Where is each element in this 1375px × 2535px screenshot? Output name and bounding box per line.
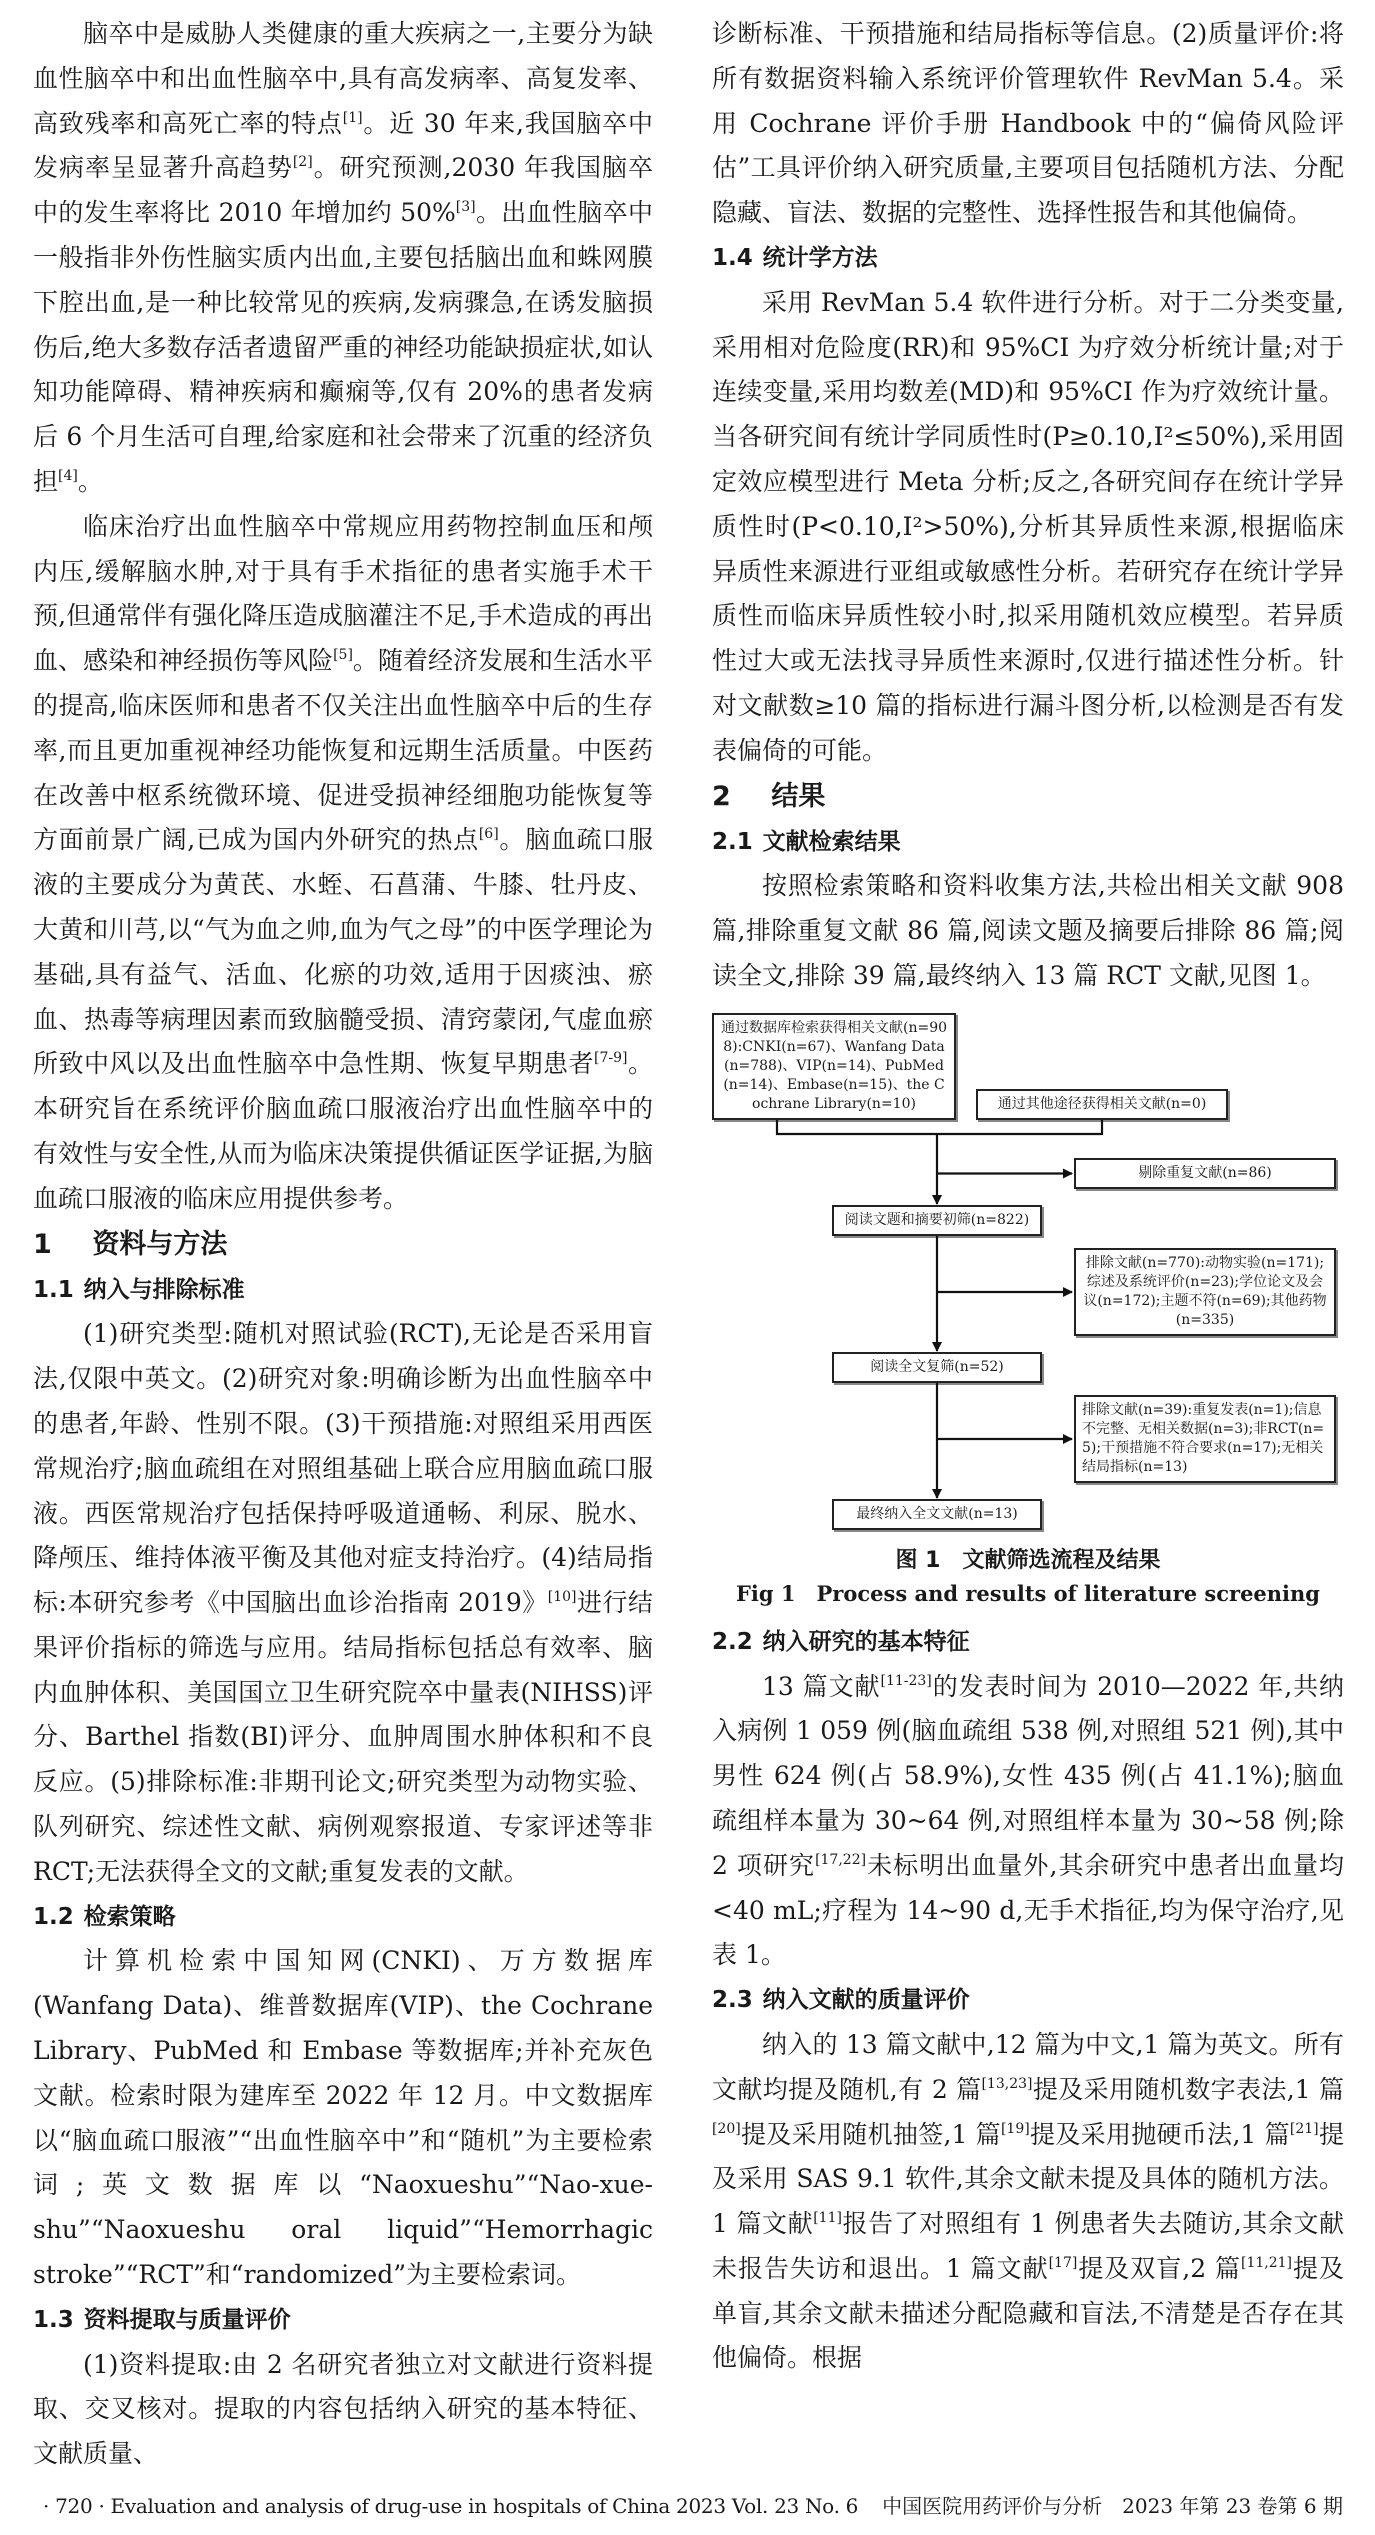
citation-ref: [7-9] (594, 1050, 628, 1067)
figure-caption-cn: 图 1 文献筛选流程及结果 (895, 1547, 1161, 1573)
subsection-title: 纳入与排除标准 (83, 1276, 245, 1303)
citation-ref: [10] (547, 1589, 577, 1606)
footer-journal-en: · 720 · Evaluation and analysis of drug-use in hospitals of China 2023 Vol. 23 No. 6 (43, 2494, 859, 2519)
quality-evaluation-paragraph: 诊断标准、干预措施和结局指标等信息。(2)质量评价:将所有数据资料输入系统评价管理软件 RevMan 5.4。采用 Cochrane 评价手册 Handbook 中的“偏倚风险评估”工具评价纳入研究质量,主要项目包括随机方法、分配隐藏、盲法、数据的完整性、选择性报告和其他偏倚。 (712, 19, 1344, 228)
page-footer (43, 2491, 1343, 2535)
subsection-heading-1-1 (33, 1268, 653, 1313)
subsection-heading-1-2 (33, 1895, 653, 1940)
flow-row-exclusions-first (712, 1248, 1344, 1336)
subsection-title: 资料提取与质量评价 (83, 2306, 291, 2333)
statistics-paragraph: 采用 RevMan 5.4 软件进行分析。对于二分类变量,采用相对危险度(RR)和 95%CI 为疗效分析统计量;对于连续变量,采用均数差(MD)和 95%CI 作为疗效统计量。当各研究间有统计学同质性时(P≥0.10,I²≤50%),采用固定效应模型进行 Meta 分析;反之,各研究间存在统计学异质性时(P<0.10,I²>50%),分析其异质性来源,根据临床异质性来源进行亚组或敏感性分析。若研究存在统计学异质性而临床异质性较小时,拟采用随机效应模型。若异质性过大或无法找寻异质性来源时,仅进行描述性分析。针对文献数≥10 篇的指标进行漏斗图分析,以检测是否有发表偏倚的可能。 (712, 287, 1344, 765)
citation-ref: [17,22] (815, 1851, 867, 1868)
subsection-title: 纳入研究的基本特征 (762, 1628, 970, 1655)
citation-ref: [11-23] (880, 1672, 932, 1689)
subsection-number: 2.2 (712, 1628, 753, 1655)
box-title-abstract-screening: 阅读文题和摘要初筛(n=822) (832, 1205, 1042, 1236)
section-heading-1 (33, 1222, 653, 1268)
subsection-heading-2-2 (712, 1620, 1344, 1665)
box-final-included: 最终纳入全文文献(n=13) (832, 1499, 1042, 1530)
intro-paragraph-2: 临床治疗出血性脑卒中常规应用药物控制血压和颅内压,缓解脑水肿,对于具有手术指征的患者实施手术干预,但通常伴有强化降压造成脑灌注不足,手术造成的再出血、感染和神经损伤等风险[5]。随着经济发展和生活水平的提高,临床医师和患者不仅关注出血性脑卒中后的生存率,而且更加重视神经功能恢复和远期生活质量。中医药在改善中枢系统微环境、促进受损神经细胞功能恢复等方面前景广阔,已成为国内外研究的热点[6]。脑血疏口服液的主要成分为黄芪、水蛭、石菖蒲、牛膝、牡丹皮、大黄和川芎,以“气为血之帅,血为气之母”的中医学理论为基础,具有益气、活血、化瘀的功效,适用于因痰浊、瘀血、热毒等病理因素而致脑髓受损、清窍蒙闭,气虚血瘀所致中风以及出血性脑卒中急性期、恢复早期患者[7-9]。本研究旨在系统评价脑血疏口服液治疗出血性脑卒中的有效性与安全性,从而为临床决策提供循证医学证据,为脑血疏口服液的临床应用提供参考。 (33, 511, 653, 1213)
criteria-paragraph: (1)研究类型:随机对照试验(RCT),无论是否采用盲法,仅限中英文。(2)研究对象:明确诊断为出血性脑卒中的患者,年龄、性别不限。(3)干预措施:对照组采用西医常规治疗;脑血疏组在对照组基础上联合应用脑血疏口服液。西医常规治疗包括保持呼吸道通畅、利尿、脱水、降颅压、维持体液平衡及其他对症支持治疗。(4)结局指标:本研究参考《中国脑出血诊治指南 2019》[10]进行结果评价指标的筛选与应用。结局指标包括总有效率、脑内血肿体积、美国国立卫生研究院卒中量表(NIHSS)评分、Barthel 指数(BI)评分、血肿周围水肿体积和不良反应。(5)排除标准:非期刊论文;研究类型为动物实验、队列研究、综述性文献、病例观察报道、专家评述等非 RCT;无法获得全文的文献;重复发表的文献。 (33, 1319, 653, 1886)
flow-row-final (712, 1499, 1344, 1530)
subsection-number: 2.1 (712, 828, 753, 855)
citation-ref: [11] (813, 2210, 842, 2227)
search-results-paragraph: 按照检索策略和资料收集方法,共检出相关文献 908 篇,排除重复文献 86 篇,阅读文题及摘要后排除 86 篇;阅读全文,排除 39 篇,最终纳入 13 篇 RCT 文献,见图 1。 (712, 871, 1344, 990)
section-number: 2 (712, 780, 731, 812)
citation-ref: [3] (455, 199, 476, 216)
subsection-number: 1.2 (33, 1903, 74, 1930)
box-exclusions-second: 排除文献(n=39):重复发表(n=1);信息不完整、无相关数据(n=3);非RCT(n=5);干预措施不符合要求(n=17);无相关结局指标(n=13) (1074, 1395, 1336, 1483)
search-strategy-paragraph: 计算机检索中国知网(CNKI)、万方数据库(Wanfang Data)、维普数据库(VIP)、the Cochrane Library、PubMed 和 Embase 等数据库;并补充灰色文献。检索时限为建库至 2022 年 12 月。中文数据库以“脑血疏口服液”“出血性脑卒中”和“随机”为主要检索词;英文数据库以“Naoxueshu”“Nao-xue-shu”“Naoxueshu oral liquid”“Hemorrhagic stroke”“RCT”和“randomized”为主要检索词。 (33, 1946, 653, 2290)
flow-row-fulltext (712, 1352, 1344, 1383)
citation-ref: [2] (292, 154, 313, 171)
citation-ref: [21] (1289, 2120, 1319, 2137)
section-number: 1 (33, 1228, 52, 1260)
citation-ref: [17] (1048, 2254, 1078, 2271)
subsection-number: 1.1 (33, 1276, 74, 1303)
figure-caption-en: Fig 1 Process and results of literature screening (736, 1580, 1320, 1606)
box-fulltext-screening: 阅读全文复筛(n=52) (832, 1352, 1042, 1383)
citation-ref: [4] (58, 467, 78, 484)
section-title: 结果 (771, 780, 826, 812)
subsection-heading-1-4 (712, 236, 1344, 281)
quality-assessment-paragraph: 纳入的 13 篇文献中,12 篇为中文,1 篇为英文。所有文献均提及随机,有 2 篇[13,23]提及采用随机数字表法,1 篇[20]提及采用随机抽签,1 篇[19]提及采用抛硬币法,1 篇[21]提及采用 SAS 9.1 软件,其余文献未提及具体的随机方法。1 篇文献[11]报告了对照组有 1 例患者失去随访,其余文献未报告失访和退出。1 篇文献[17]提及双盲,2 篇[11,21]提及单盲,其余文献未描述分配隐藏和盲法,不清楚是否存在其他偏倚。根据 (712, 2029, 1344, 2373)
citation-ref: [20] (712, 2120, 741, 2137)
box-other-sources: 通过其他途径获得相关文献(n=0) (976, 1089, 1228, 1120)
citation-ref: [5] (333, 647, 353, 664)
citation-ref: [1] (342, 109, 363, 126)
subsection-heading-2-1 (712, 820, 1344, 865)
box-database-search: 通过数据库检索获得相关文献(n=908):CNKI(n=67)、Wanfang Data (n=788)、VIP(n=14)、PubMed (n=14)、Embase(n=15)、the Cochrane Library(n=10) (712, 1013, 956, 1120)
left-column (33, 12, 653, 2477)
right-column (712, 12, 1344, 2381)
subsection-number: 1.4 (712, 244, 753, 271)
citation-ref: [6] (478, 826, 499, 843)
subsection-number: 2.3 (712, 1987, 753, 2014)
subsection-title: 纳入文献的质量评价 (762, 1987, 970, 2014)
subsection-number: 1.3 (33, 2306, 74, 2333)
subsection-heading-1-3 (33, 2298, 653, 2343)
data-extraction-paragraph: (1)资料提取:由 2 名研究者独立对文献进行资料提取、交叉核对。提取的内容包括纳入研究的基本特征、文献质量、 (33, 2349, 653, 2469)
flow-row-exclusions-second (712, 1395, 1344, 1483)
section-title: 资料与方法 (92, 1228, 228, 1260)
box-remove-duplicates: 剔除重复文献(n=86) (1074, 1158, 1336, 1189)
footer-journal-cn: 中国医院用药评价与分析 2023 年第 23 卷第 6 期 (882, 2494, 1343, 2519)
flow-row-duplicates (712, 1158, 1344, 1189)
flow-row-title-screening (712, 1205, 1344, 1236)
citation-ref: [11,21] (1241, 2254, 1293, 2271)
section-heading-2 (712, 774, 1344, 820)
subsection-title: 检索策略 (83, 1903, 176, 1930)
citation-ref: [13,23] (981, 2075, 1033, 2092)
study-characteristics-paragraph: 13 篇文献[11-23]的发表时间为 2010—2022 年,共纳入病例 1 059 例(脑血疏组 538 例,对照组 521 例),其中男性 624 例(占 58.9%),女性 435 例(占 41.1%);脑血疏组样本量为 30~64 例,对照组样本量为 30~58 例;除 2 项研究[17,22]未标明出血量外,其余研究中患者出血量均<40 mL;疗程为 14~90 d,无手术指征,均为保守治疗,见表 1。 (712, 1671, 1345, 1970)
flow-row-sources (712, 1013, 1344, 1120)
subsection-heading-2-3 (712, 1978, 1344, 2023)
figure-1-flowchart (712, 1013, 1344, 1610)
intro-paragraph-1: 脑卒中是威胁人类健康的重大疾病之一,主要分为缺血性脑卒中和出血性脑卒中,具有高发病率、高复发率、高致残率和高死亡率的特点[1]。近 30 年来,我国脑卒中发病率呈显著升高趋势[2]。研究预测,2030 年我国脑卒中的发生率将比 2010 年增加约 50%[3]。出血性脑卒中一般指非外伤性脑实质内出血,主要包括脑出血和蛛网膜下腔出血,是一种比较常见的疾病,发病骤急,在诱发脑损伤后,绝大多数存活者遗留严重的神经功能缺损症状,如认知功能障碍、精神疾病和癫痫等,仅有 20%的患者发病后 6 个月生活可自理,给家庭和社会带来了沉重的经济负担[4]。 (33, 19, 653, 496)
flow-join-spacer (712, 1120, 1344, 1146)
flowchart (712, 1013, 1344, 1530)
subsection-title: 文献检索结果 (762, 828, 901, 855)
citation-ref: [19] (1000, 2120, 1030, 2137)
box-exclusions-first: 排除文献(n=770):动物实验(n=171);综述及系统评价(n=23);学位论文及会议(n=172);主题不符(n=69);其他药物(n=335) (1074, 1248, 1336, 1336)
subsection-title: 统计学方法 (762, 244, 878, 271)
